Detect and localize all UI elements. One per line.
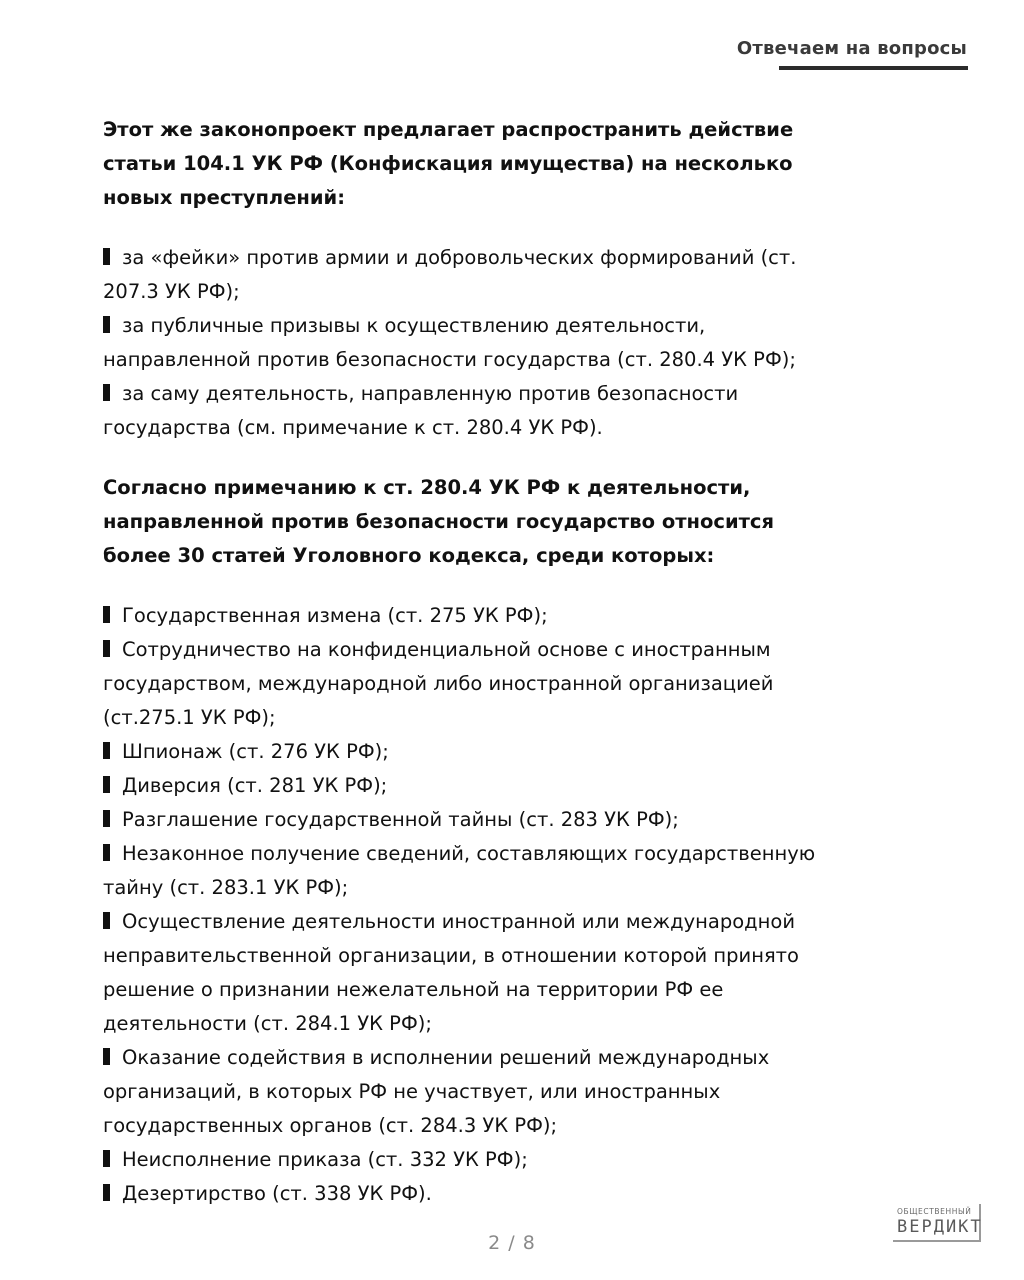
list-item-text: Сотрудничество на конфиденциальной основе с иностранным государством, международной либо иностранной организацией (ст.275.1 УК РФ);	[103, 638, 774, 729]
list-item	[103, 1177, 838, 1211]
list-item	[103, 769, 838, 803]
list-item-text: Оказание содействия в исполнении решений международных организаций, в которых РФ не участвует, или иностранных государственных органов (ст. 284.3 УК РФ);	[103, 1046, 770, 1137]
list-item	[103, 1041, 838, 1143]
list-item	[103, 837, 838, 905]
bullet-marker	[103, 844, 110, 861]
list-item	[103, 633, 838, 735]
bullet-marker	[103, 606, 110, 623]
page-counter: 2 / 8	[488, 1232, 536, 1254]
list-item	[103, 803, 838, 837]
section-tag: Отвечаем на вопросы	[736, 38, 967, 59]
list-item	[103, 599, 838, 633]
list-item	[103, 309, 838, 377]
list-item-text: Дезертирство (ст. 338 УК РФ).	[122, 1182, 432, 1205]
bullet-marker	[103, 1048, 110, 1065]
bullet-marker	[103, 640, 110, 657]
list-item-text: Незаконное получение сведений, составляющих государственную тайну (ст. 283.1 УК РФ);	[103, 842, 816, 899]
logo-top-text: ОБЩЕСТВЕННЫЙ	[897, 1207, 972, 1216]
intro-paragraph: Этот же законопроект предлагает распространить действие статьи 104.1 УК РФ (Конфискация имущества) на несколько новых преступлений:	[103, 118, 794, 209]
bullet-marker	[103, 384, 110, 401]
list-item-text: за «фейки» против армии и добровольческих формирований (ст. 207.3 УК РФ);	[103, 246, 797, 303]
bullet-marker	[103, 810, 110, 827]
list-item-text: Осуществление деятельности иностранной или международной неправительственной организации, в отношении которой принято решение о признании нежелательной на территории РФ ее деятельности (ст. 284.1 УК РФ);	[103, 910, 799, 1035]
bullet-marker	[103, 912, 110, 929]
bullet-marker	[103, 742, 110, 759]
bullet-marker	[103, 248, 110, 265]
security-articles-list	[103, 599, 838, 1211]
list-item-text: за саму деятельность, направленную против безопасности государства (см. примечание к ст. 280.4 УК РФ).	[103, 382, 739, 439]
section-tag-underline	[779, 66, 968, 70]
list-item	[103, 241, 838, 309]
note-paragraph: Согласно примечанию к ст. 280.4 УК РФ к деятельности, направленной против безопасности государство относится более 30 статей Уголовного кодекса, среди которых:	[103, 476, 775, 567]
bullet-marker	[103, 776, 110, 793]
list-item	[103, 377, 838, 445]
list-item-text: Шпионаж (ст. 276 УК РФ);	[122, 740, 389, 763]
bullet-marker	[103, 1150, 110, 1167]
bullet-marker	[103, 316, 110, 333]
list-item	[103, 735, 838, 769]
list-item-text: Разглашение государственной тайны (ст. 283 УК РФ);	[122, 808, 679, 831]
list-item-text: Государственная измена (ст. 275 УК РФ);	[122, 604, 548, 627]
list-item-text: за публичные призывы к осуществлению деятельности, направленной против безопасности государства (ст. 280.4 УК РФ);	[103, 314, 796, 371]
logo-bottom-text: ВЕРДИКТ	[897, 1217, 983, 1237]
list-item-text: Неисполнение приказа (ст. 332 УК РФ);	[122, 1148, 528, 1171]
verdict-logo	[893, 1204, 981, 1242]
bullet-marker	[103, 1184, 110, 1201]
confiscation-crimes-list	[103, 241, 838, 445]
list-item-text: Диверсия (ст. 281 УК РФ);	[122, 774, 388, 797]
article-content	[103, 113, 838, 1211]
list-item	[103, 1143, 838, 1177]
list-item	[103, 905, 838, 1041]
